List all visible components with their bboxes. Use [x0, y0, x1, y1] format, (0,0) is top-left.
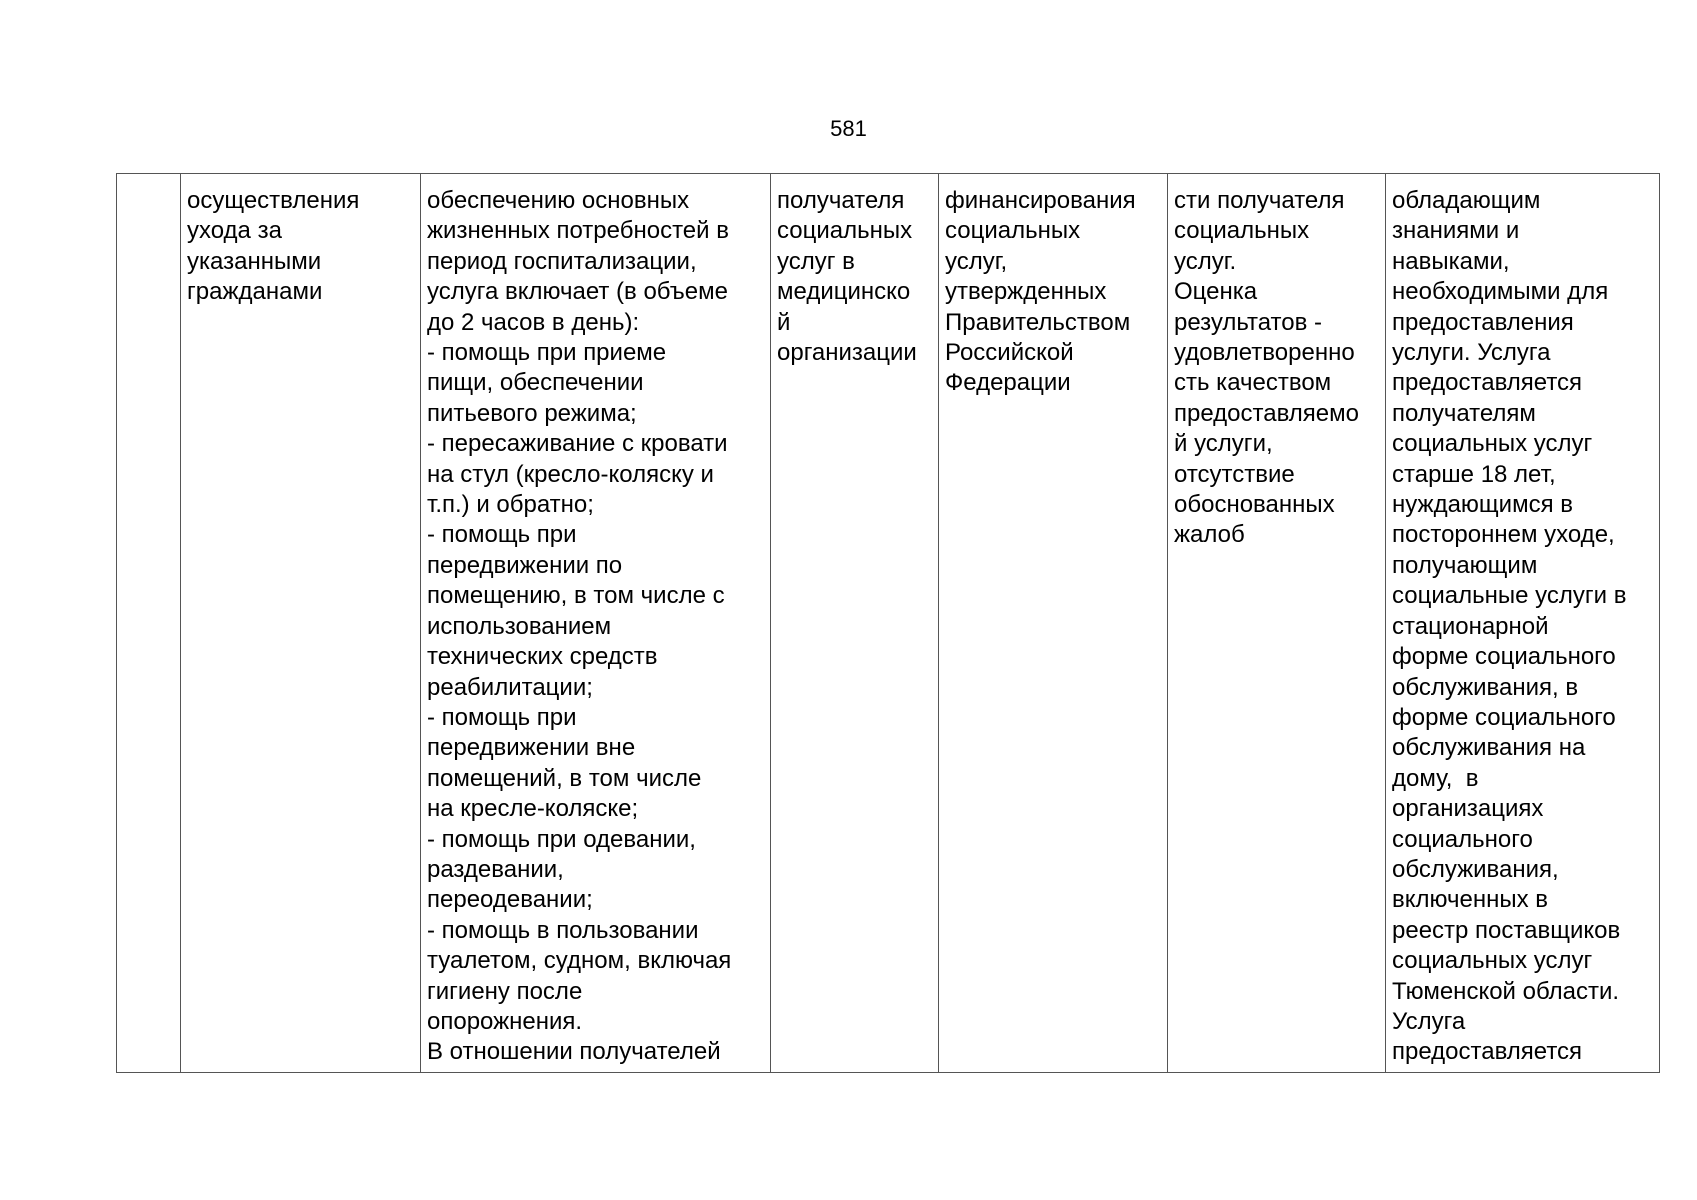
- cell-text-line: - помощь при: [427, 703, 577, 731]
- cell-text-line: передвижении по: [427, 551, 623, 579]
- cell-text-line: предоставляемо: [1174, 399, 1359, 427]
- cell-text-line: й: [777, 308, 791, 336]
- cell-text-line: услуг,: [945, 247, 1008, 275]
- cell-text-line: - помощь при приеме: [427, 339, 667, 367]
- cell-text-line: постороннем уходе,: [1392, 521, 1615, 549]
- cell-text-line: социальных: [945, 217, 1081, 245]
- cell-number: [117, 174, 181, 1073]
- cell-text-line: В отношении получателей: [427, 1038, 721, 1066]
- cell-text-line: Правительством: [945, 308, 1131, 336]
- cell-text-line: сти получателя: [1174, 187, 1345, 214]
- cell-text-line: до 2 часов в день):: [427, 308, 640, 336]
- cell-text-line: стационарной: [1392, 612, 1549, 640]
- cell-text-line: ухода за: [187, 217, 282, 245]
- cell-text-line: услуг в: [777, 247, 855, 275]
- cell-text-line: обслуживания, в: [1392, 673, 1579, 701]
- cell-text-line: Федерации: [945, 369, 1071, 397]
- cell-text-line: предоставляется: [1392, 369, 1583, 397]
- cell-text-line: передвижении вне: [427, 734, 636, 762]
- cell-text-line: форме социального: [1392, 703, 1616, 731]
- cell-text-line: социального: [1392, 825, 1533, 853]
- cell-text-line: указанными: [187, 247, 322, 275]
- cell-tariff: [939, 174, 1168, 1073]
- services-table: [116, 173, 1660, 1073]
- cell-text-line: навыками,: [1392, 247, 1510, 275]
- cell-service-name: [181, 174, 421, 1073]
- cell-text-line: социальные услуги в: [1392, 582, 1627, 610]
- cell-text-line: технических средств: [427, 643, 658, 671]
- cell-text-line: обоснованных: [1174, 491, 1335, 519]
- cell-text-line: й услуги,: [1174, 430, 1273, 458]
- cell-text-line: удовлетворенно: [1174, 339, 1355, 367]
- cell-text-line: услуга включает (в объеме: [427, 278, 728, 306]
- cell-text-line: на кресле-коляске;: [427, 795, 639, 823]
- cell-text-line: включенных в: [1392, 886, 1549, 914]
- cell-text-line: использованием: [427, 612, 612, 640]
- cell-text-line: Тюменской области.: [1392, 977, 1620, 1005]
- cell-text-line: получающим: [1392, 551, 1538, 579]
- cell-text-line: туалетом, судном, включая: [427, 947, 732, 975]
- cell-text-line: осуществления: [187, 187, 360, 214]
- cell-text-line: обеспечению основных: [427, 187, 690, 214]
- cell-text-line: результатов -: [1174, 308, 1323, 336]
- cell-text-line: медицинско: [777, 278, 911, 306]
- cell-text-line: - пересаживание с кровати: [427, 430, 728, 458]
- cell-text-line: социальных: [777, 217, 913, 245]
- cell-text-line: социальных услуг: [1392, 947, 1593, 975]
- cell-text-line: утвержденных: [945, 278, 1107, 306]
- cell-text-line: - помощь в пользовании: [427, 916, 699, 944]
- cell-text-line: Оценка: [1174, 278, 1258, 306]
- cell-text-line: период госпитализации,: [427, 247, 697, 275]
- cell-text-line: гигиену после: [427, 977, 583, 1005]
- cell-text-line: социальных: [1174, 217, 1310, 245]
- cell-text-line: знаниями и: [1392, 217, 1520, 245]
- cell-text-line: реабилитации;: [427, 673, 593, 701]
- cell-conditions: [1386, 174, 1660, 1073]
- cell-text-line: отсутствие: [1174, 460, 1295, 488]
- cell-text-line: получателям: [1392, 399, 1536, 427]
- cell-text-line: Российской: [945, 339, 1074, 367]
- cell-service-term: [771, 174, 939, 1073]
- cell-text-line: организациях: [1392, 795, 1544, 823]
- cell-text-line: опорожнения.: [427, 1007, 583, 1035]
- cell-text-line: предоставляется: [1392, 1038, 1583, 1066]
- cell-text-line: обслуживания на: [1392, 734, 1586, 762]
- cell-text-line: услуг.: [1174, 247, 1237, 275]
- cell-text-line: организации: [777, 339, 917, 367]
- cell-text-line: нуждающимся в: [1392, 491, 1573, 519]
- cell-text-line: раздевании,: [427, 855, 564, 883]
- cell-text-line: помещению, в том числе с: [427, 582, 725, 610]
- cell-text-line: жалоб: [1174, 521, 1245, 549]
- cell-text-line: необходимыми для: [1392, 278, 1609, 306]
- cell-text-line: - помощь при: [427, 521, 577, 549]
- cell-text-line: старше 18 лет,: [1392, 460, 1556, 488]
- cell-text-line: на стул (кресло-коляску и: [427, 460, 714, 488]
- cell-text-line: - помощь при одевании,: [427, 825, 696, 853]
- cell-text-line: получателя: [777, 187, 905, 214]
- cell-text-line: финансирования: [945, 187, 1136, 214]
- page-number: 581: [830, 116, 867, 141]
- cell-text-line: обладающим: [1392, 187, 1541, 214]
- cell-text-line: услуги. Услуга: [1392, 339, 1551, 367]
- cell-text-line: т.п.) и обратно;: [427, 491, 594, 519]
- cell-text-line: предоставления: [1392, 308, 1574, 336]
- cell-text-line: реестр поставщиков: [1392, 916, 1621, 944]
- cell-text-line: форме социального: [1392, 643, 1616, 671]
- cell-text-line: питьевого режима;: [427, 399, 637, 427]
- cell-text-line: пищи, обеспечении: [427, 369, 644, 397]
- cell-text-line: обслуживания,: [1392, 855, 1559, 883]
- cell-text-line: жизненных потребностей в: [427, 217, 729, 245]
- cell-quality-indicators: [1168, 174, 1386, 1073]
- cell-text-line: помещений, в том числе: [427, 764, 702, 792]
- cell-text-line: дому, в: [1392, 764, 1479, 792]
- cell-service-description: [421, 174, 771, 1073]
- cell-text-line: сть качеством: [1174, 369, 1332, 397]
- cell-text-line: социальных услуг: [1392, 430, 1593, 458]
- cell-text-line: Услуга: [1392, 1007, 1466, 1035]
- cell-text-line: гражданами: [187, 278, 323, 306]
- cell-text-line: переодевании;: [427, 886, 593, 914]
- table-row: [117, 174, 1660, 1073]
